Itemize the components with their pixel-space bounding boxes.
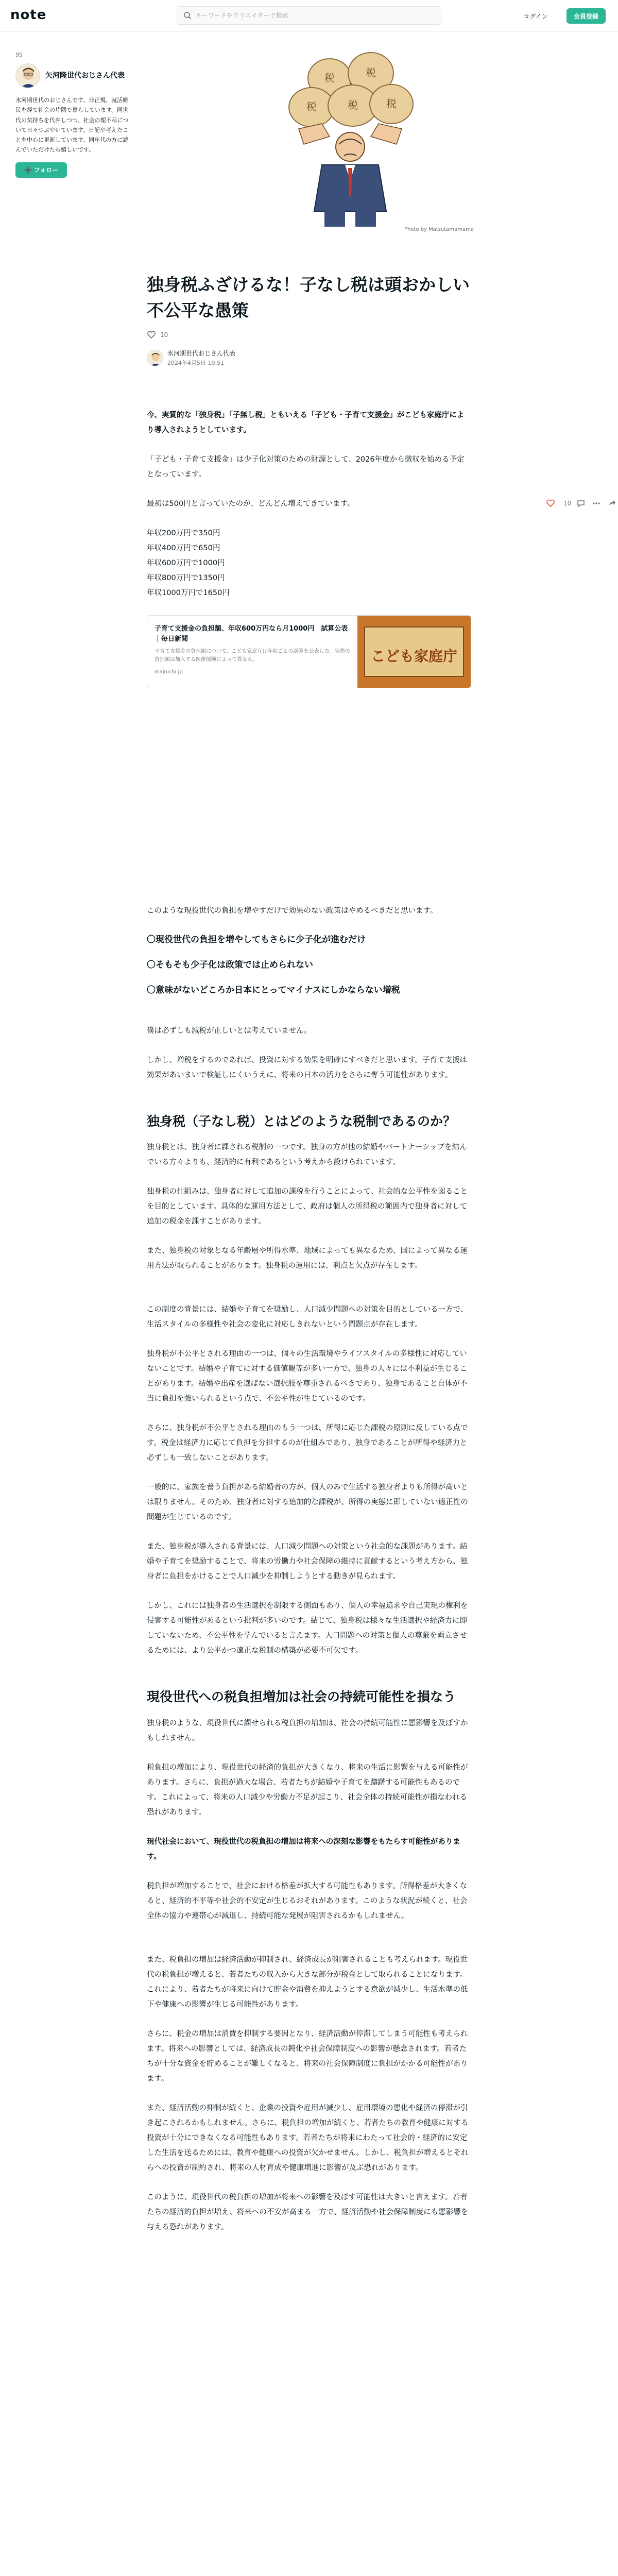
paragraph: また、経済活動の抑制が続くと、企業の投資や雇用が減少し、雇用環境の悪化や経済の停滞が引き起こされるかもしれません。さらに、税負担の増加が続くと、若者たちの教育や健康に対する投資が十分にできなくなる可能性もあります。若者たちが将来にわたって社会的・経済的に安定した生活を送るためには、教育や健康への投資が欠かせません。しかし、税負担が増えるとそれらへの投資が制約され、将来の人材育成や健康増進に影響が及ぶ恐れがあります。 — [147, 2104, 469, 2172]
section-heading: 現役世代への税負担増加は社会の持続可能性を損なう — [147, 1689, 456, 1705]
paragraph: この制度の背景には、結婚や子育てを奨励し、人口減少問題への対策を目的としている一方で、生活スタイルの多様性や社会の変化に対応しきれないという問題点が存在します。 — [147, 1306, 468, 1329]
magazine-count: 95 — [15, 52, 23, 58]
meta-author-name[interactable]: 氷河期世代おじさん代表 — [167, 350, 236, 357]
follow-button[interactable] — [15, 162, 67, 178]
photo-credit[interactable]: Photo by Matsutamamama — [404, 227, 474, 232]
news-embed-card[interactable] — [147, 615, 471, 688]
section-point: 〇現役世代の負担を増やしてもさらに少子化が進むだけ — [147, 935, 366, 945]
agency-sign-icon — [357, 616, 471, 688]
like-count: 10 — [160, 331, 168, 338]
follow-label: フォロー — [33, 166, 59, 174]
paragraph: 僕は必ずしも減税が正しいとは考えていません。 — [147, 1026, 312, 1035]
author-name[interactable]: 矢河隆世代おじさん代表 — [45, 71, 125, 80]
paragraph: 独身税のような、現役世代に課せられる税負担の増加は、社会の持続可能性に悪影響を及ぼすかもしれません。 — [147, 1719, 468, 1742]
avatar[interactable] — [15, 63, 40, 88]
paragraph: また、独身税が導入される背景には、人口減少問題への対策という社会的な課題があります。結婚や子育てを奨励することで、将来の労働力や社会保障の維持に貢献するという考え方から、独身者に負担をかけることで人口減少を抑制しようとする動きが見られます。 — [147, 1543, 468, 1581]
paragraph: さらに、税金の増加は消費を抑制する要因となり、経済活動が停滞してしまう可能性も考えられます。将来への影響としては、経済成長の鈍化や社会保障制度への影響が懸念されます。若者たちが十分な資金を貯めることが難しくなると、将来の社会保障制度に負担がかかる可能性があります。 — [147, 2029, 468, 2083]
signup-button[interactable]: 会員登録 — [566, 8, 606, 24]
paragraph: このように、現役世代の税負担の増加が将来への影響を及ぼす可能性は大きいと言えます。若者たちの経済的負担が増え、将来への不安が高まる一方で、経済活動や社会保障制度にも悪影響を与える恐れがあります。 — [147, 2193, 469, 2231]
paragraph: 「子ども・子育て支援金」は少子化対策のための財源として、2026年度から徴収を始める予定となっています。 — [147, 455, 465, 479]
list-item: 年収200万円で350円 — [147, 529, 220, 537]
publish-date: 2024年4月5日 10:51 — [167, 360, 225, 366]
heart-icon[interactable] — [546, 499, 555, 508]
search-icon — [183, 11, 192, 20]
like-row[interactable] — [147, 330, 471, 340]
paragraph: さらに、独身税が不公平とされる理由のもう一つは、所得に応じた課税の原則に反している点です。税金は経済力に応じて負担を分担するのが仕組みであり、独身であることが所得や経済力と必ずしも一致しないことがあります。 — [147, 1424, 468, 1463]
search-input[interactable] — [196, 7, 433, 24]
paragraph: 税負担が増加することで、社会における格差が拡大する可能性もあります。所得格差が大きくなると、経済的不平等や社会的不安定が生じるおそれがあります。このような状況が続くと、社会全体の協力や連帯心が減退し、持続可能な発展が阻害されるかもしれません。 — [147, 1882, 468, 1920]
paragraph: また、独身税の対象となる年齢層や所得水準、地域によっても異なるため、国によって異なる運用方法が取られることがあります。独身税の運用には、利点と欠点が存在します。 — [147, 1247, 468, 1270]
list-item: 年収400万円で650円 — [147, 544, 220, 552]
heart-icon[interactable] — [147, 330, 156, 340]
article-actions — [546, 499, 618, 508]
embed-title[interactable]: 子育て支援金の負担額、年収600万円なら月1000円 試算公表｜毎日新聞 — [154, 625, 348, 643]
svg-text:税: 税 — [366, 66, 376, 79]
svg-text:税: 税 — [348, 99, 358, 111]
list-item: 年収1000万円で1650円 — [147, 589, 230, 597]
svg-text:税: 税 — [324, 72, 335, 84]
paragraph: しかし、増税をするのであれば、投資に対する効果を明確にすべきだと思います。子育て支援は効果があいまいで検証しにくいうえに、将来の日本の活力をさらに奪う可能性があります。 — [147, 1056, 468, 1079]
paragraph: また、税負担の増加は経済活動が抑制され、経済成長が阻害されることも考えられます。現役世代の税負担が増えると、若者たちの収入から大きな部分が税金として取られることになります。これにより、若者たちが将来に向けて貯金や消費を抑えようとする意欲が減少し、生活水準の低下や健康への影響が生じる可能性があります。 — [147, 1955, 468, 2009]
comment-icon[interactable] — [576, 499, 586, 508]
blank-space — [147, 703, 471, 904]
section-point: 〇意味がないどころか日本にとってマイナスにしかならない増税 — [147, 985, 400, 996]
paragraph: 税負担の増加により、現役世代の経済的負担が大きくなり、将来の生活に影響を与える可能性があります。さらに、負担が過大な場合、若者たちが結婚や子育てを躊躇する可能性もあるのです。これによって、将来の人口減少や労働力不足が起こり、社会全体の持続可能性が損なわれる恐れがあります。 — [147, 1763, 468, 1817]
fee-list — [147, 526, 471, 601]
paragraph: 独身税の仕組みは、独身者に対して追加の課税を行うことによって、社会的な公平性を図ることを目的としています。具体的な運用方法として、政府は個人の所得税の範囲内で独身者に対して追加の税金を課すことがあります。 — [147, 1188, 468, 1226]
svg-text:税: 税 — [386, 97, 397, 110]
section-heading: 独身税（子なし税）とはどのような税制であるのか？ — [147, 1113, 456, 1129]
avatar[interactable] — [147, 350, 163, 366]
author-bio: 氷河期世代のおじさんです。非正規、就活難民を経て社会の片隅で暮らしています。同世代の気持ちを代弁しつつ、社会の理不尽について日々つぶやいています。日記や考えたことを中心に更新しています。同年代の方に読んでいただけたら嬉しいです。 — [15, 97, 129, 154]
list-item: 年収800万円で1350円 — [147, 574, 225, 582]
search-box[interactable] — [177, 6, 441, 25]
paragraph: しかし、これには独身者の生活選択を制限する側面もあり、個人の幸福追求や自己実現の権利を侵害する可能性があるという批判が多いのです。結じて、独身税は様々な生活選択や経済力に即していないため、不公平性を孕んでいると言えます。人口問題への対策と個人の尊厳を両立させるためには、より公平かつ適正な税制の構築が必要不可欠です。 — [147, 1602, 468, 1655]
paragraph: 最初は500円と言っていたのが、どんどん増えてきています。 — [147, 500, 355, 508]
embed-description: 子育て支援金の負担額について、こども家庭庁は年収ごとの試算を公表した。実際の負担額は加入する医療保険によって異なる。 — [154, 649, 350, 663]
embed-thumbnail[interactable] — [357, 616, 471, 688]
login-button[interactable]: ログイン — [516, 8, 555, 24]
list-item: 年収600万円で1000円 — [147, 559, 225, 567]
like-count: 10 — [563, 500, 572, 507]
person-add-icon: ➕ — [24, 166, 32, 174]
section-point: 〇そもそも少子化は政策では止められない — [147, 960, 313, 971]
svg-text:税: 税 — [306, 100, 317, 113]
article — [147, 272, 471, 2249]
more-icon[interactable] — [592, 499, 601, 508]
avatar-face-icon — [16, 64, 40, 88]
article-title: 独身税ふざけるな！子なし税は頭おかしい不公平な愚策 — [147, 275, 470, 320]
embed-domain: mainichi.jp — [154, 669, 183, 675]
hero-illustration — [221, 46, 479, 232]
note-logo[interactable]: note — [10, 7, 47, 23]
paragraph: 現代社会において、現役世代の税負担の増加は将来への深刻な影響をもたらす可能性があります。 — [147, 1837, 460, 1861]
author-sidebar — [15, 52, 131, 178]
paragraph: 今、実質的な「独身税」「子無し税」ともいえる「子ども・子育て支援金」がこども家庭庁により導入されようとしています。 — [147, 411, 465, 434]
top-header — [0, 0, 618, 32]
paragraph: このような現役世代の負担を増やすだけで効果のない政策はやめるべきだと思います。 — [147, 907, 438, 915]
article-body — [147, 408, 471, 2235]
paragraph: 独身税が不公平とされる理由の一つは、個々の生活環境やライフスタイルの多様性に対応していないことです。結婚や子育てに対する価値観等が多い一方で、独身の人々には不利益が生じることがあります。結婚や出産を選ばない選択肢を尊重されるべきであり、独身であること自体が不当に負担を強いられるという点で、不公平性が生じているのです。 — [147, 1350, 468, 1403]
author-meta[interactable] — [147, 349, 471, 367]
avatar-face-icon — [147, 350, 163, 366]
author-row[interactable] — [15, 63, 131, 88]
paragraph: 独身税とは、独身者に課される税制の一つです。独身の方が他の結婚やパートナーシップを結んでいる方々よりも、経済的に有利であるという考えから設けられています。 — [147, 1143, 467, 1167]
paragraph: 一般的に、家族を養う負担がある結婚者の方が、個人のみで生活する独身者よりも所得が高いとは限りません。そのため、独身者に対する追加的な課税が、所得の実態に即していない適正性の問題が生じているのです。 — [147, 1483, 468, 1522]
embed-image-label: こども家庭庁 — [370, 648, 458, 665]
share-icon[interactable] — [607, 499, 616, 508]
